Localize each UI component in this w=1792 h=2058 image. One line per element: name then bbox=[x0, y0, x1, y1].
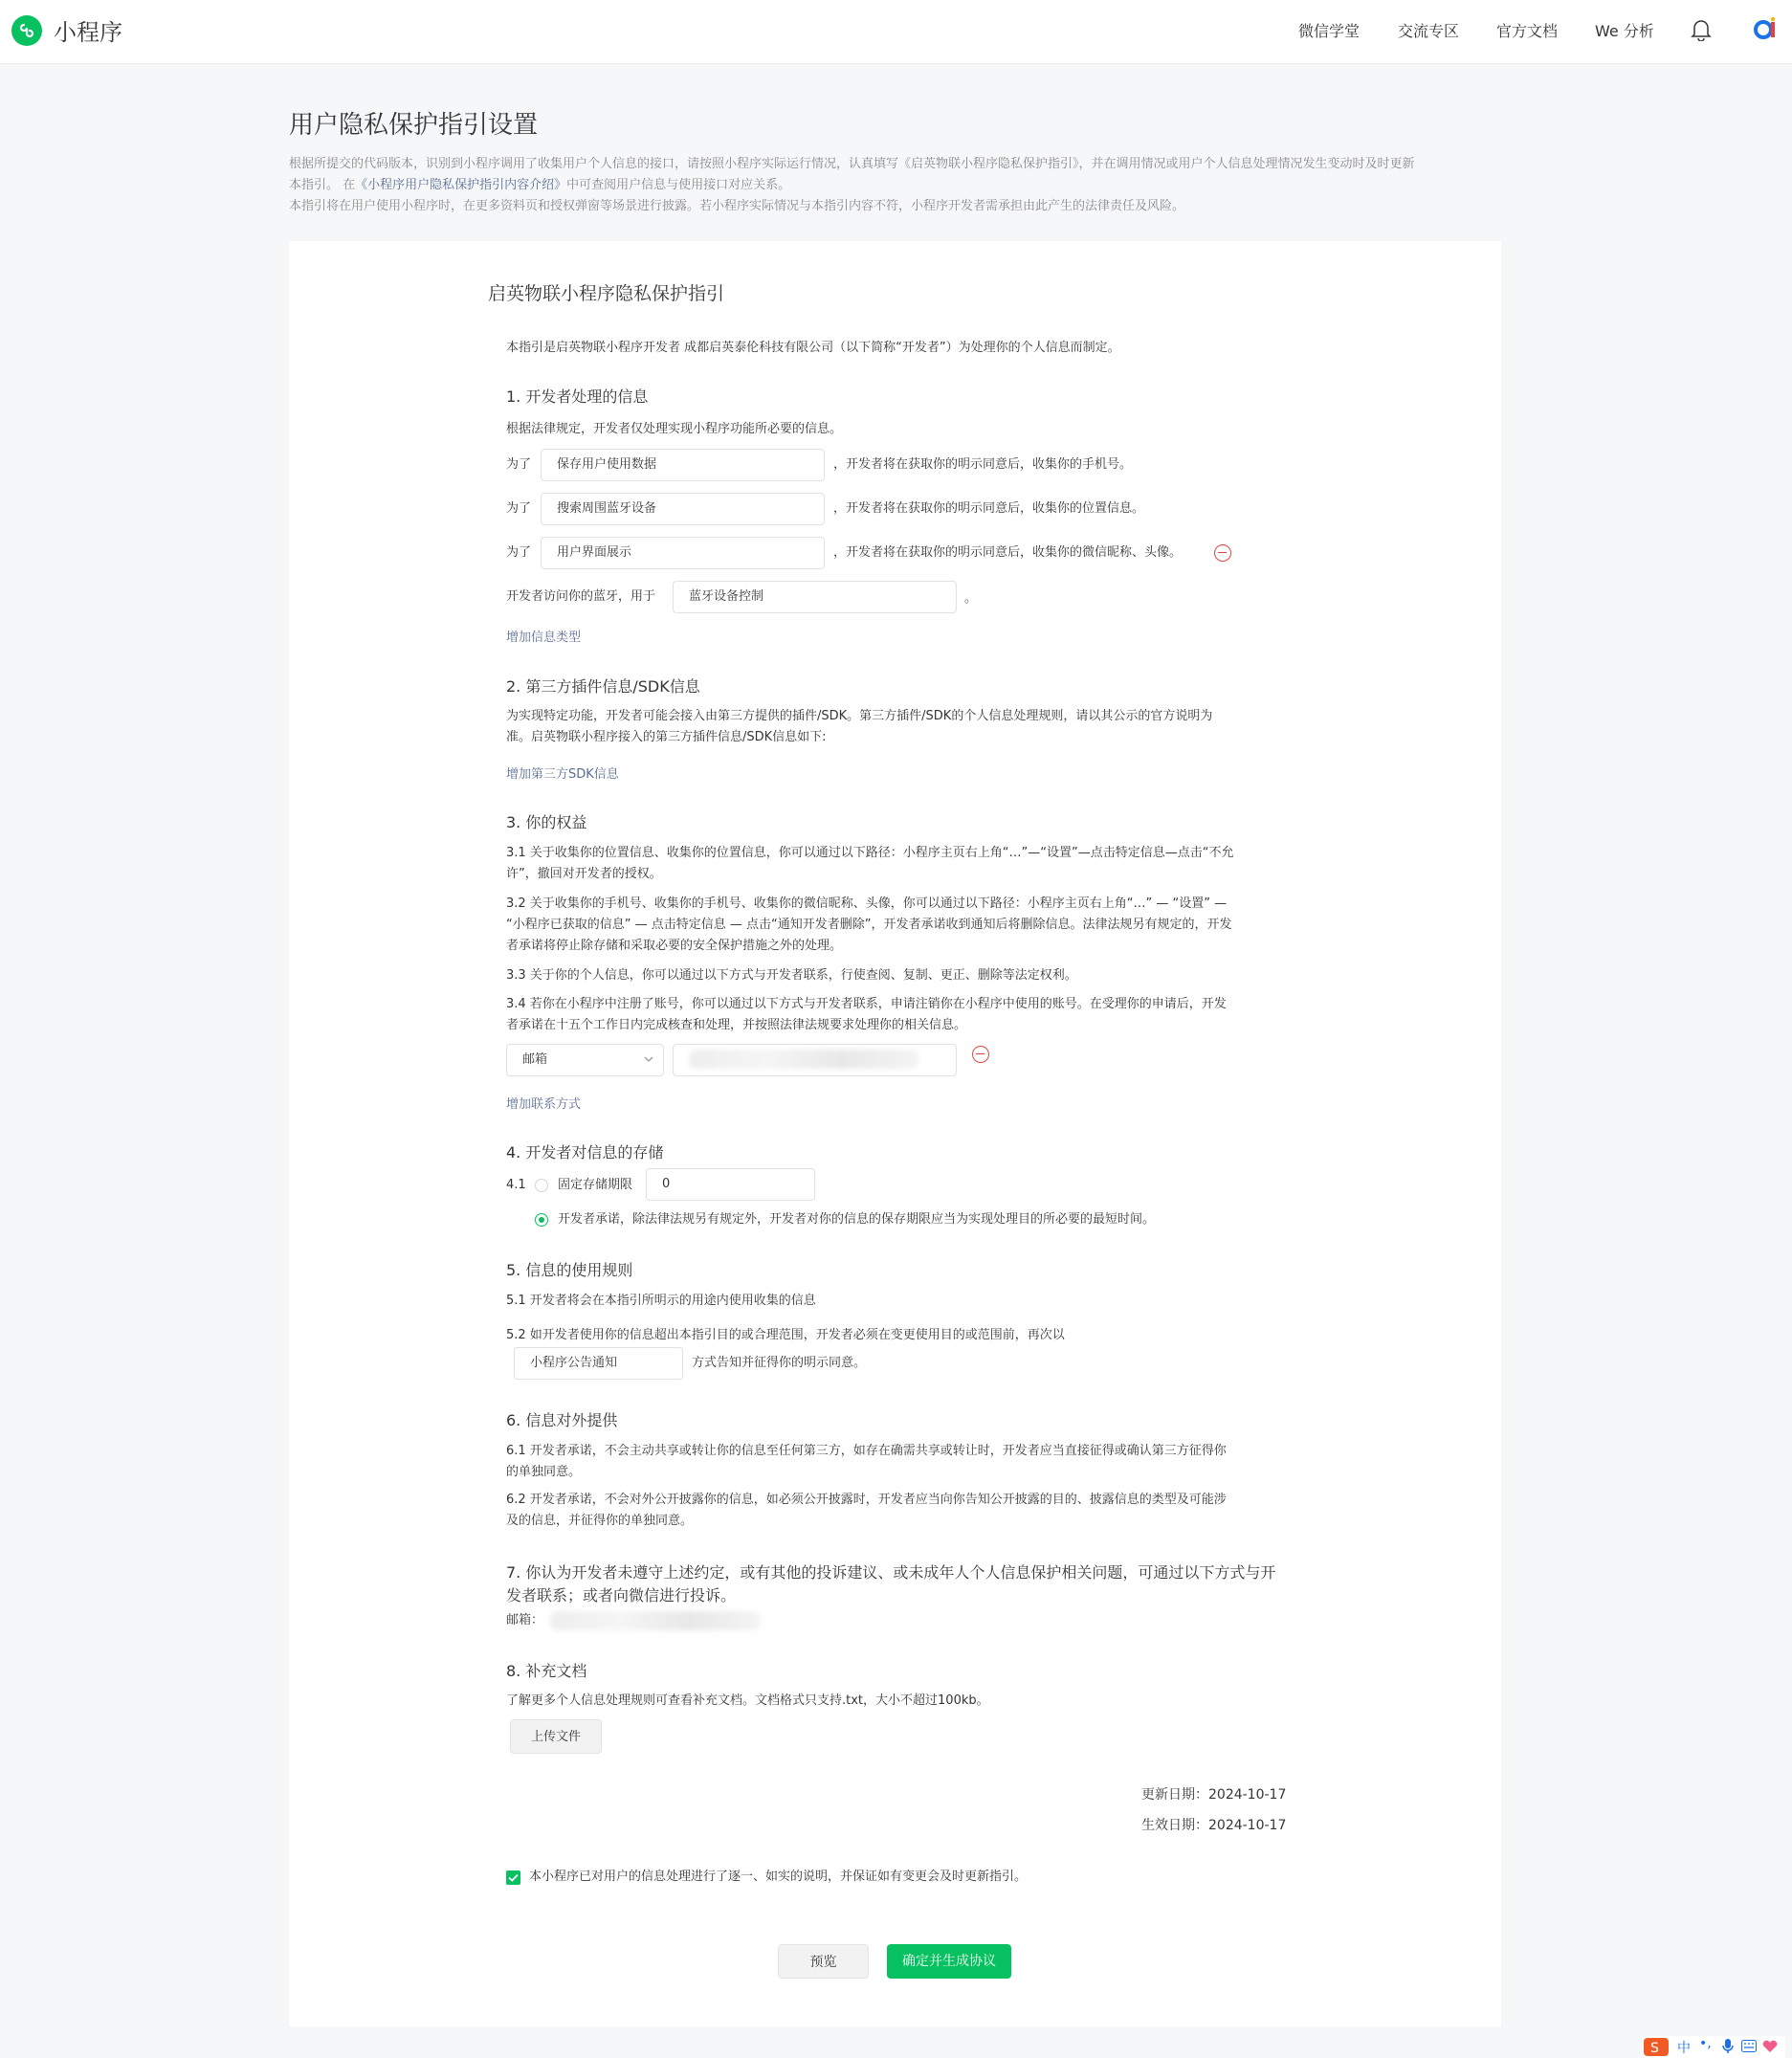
punctuation-icon[interactable]: •, bbox=[1699, 2036, 1712, 2051]
notify-method-input[interactable]: 小程序公告通知 bbox=[514, 1347, 683, 1380]
add-contact-link[interactable]: 增加联系方式 bbox=[506, 1097, 582, 1112]
section-7-heading-line-2: 发者联系；或者向微信进行投诉。 bbox=[506, 1586, 737, 1604]
svg-text:S: S bbox=[1650, 2041, 1659, 2056]
purpose-input[interactable]: 保存用户使用数据 bbox=[541, 449, 825, 481]
sharing-6-2-line-1: 6.2 开发者承诺，不会对外公开披露你的信息，如必须公开披露时，开发者应当向你告知公开披露的目的、披露信息的类型及可能涉 bbox=[506, 1493, 1227, 1507]
section-6-heading: 6. 信息对外提供 bbox=[506, 1411, 618, 1429]
section-1-desc: 根据法律规定，开发者仅处理实现小程序功能所必要的信息。 bbox=[506, 422, 843, 436]
usage-5-2: 5.2 如开发者使用你的信息超出本指引目的或合理范围，开发者必须在变更使用目的或范围前，再次以 bbox=[506, 1328, 1065, 1342]
intro-line-2-end: 中可查阅用户信息与使用接口对应关系。 bbox=[566, 178, 791, 192]
check-icon bbox=[506, 1870, 520, 1885]
sharing-6-2-line-2: 及的信息，并征得你的单独同意。 bbox=[506, 1514, 694, 1528]
section-1-heading: 1. 开发者处理的信息 bbox=[506, 387, 649, 406]
sharing-6-1-line-1: 6.1 开发者承诺，不会主动共享或转让你的信息至任何第三方，如存在确需共享或转让时，开发者应当直接征得或确认第三方征得你 bbox=[506, 1444, 1227, 1458]
page-intro bbox=[289, 154, 1504, 217]
section-2-desc-1: 为实现特定功能，开发者可能会接入由第三方提供的插件/SDK。第三方插件/SDK的个人信息处理规则，请以其公示的官方说明为 bbox=[506, 709, 1213, 723]
row-suffix: ，开发者将在获取你的明示同意后，收集你的手机号。 bbox=[833, 457, 1133, 472]
nav-community[interactable]: 交流专区 bbox=[1398, 22, 1460, 40]
bell-icon[interactable] bbox=[1691, 18, 1712, 41]
row-suffix: ，开发者将在获取你的明示同意后，收集你的微信昵称、头像。 bbox=[833, 545, 1183, 560]
section-5-heading: 5. 信息的使用规则 bbox=[506, 1261, 633, 1279]
fixed-period-radio[interactable] bbox=[535, 1179, 548, 1192]
shortest-period-radio[interactable] bbox=[535, 1213, 548, 1227]
nav-docs[interactable]: 官方文档 bbox=[1496, 22, 1559, 40]
purpose-input[interactable]: 用户界面展示 bbox=[541, 537, 825, 569]
miniprogram-logo-icon[interactable] bbox=[11, 15, 42, 46]
remove-row-icon[interactable] bbox=[1214, 544, 1231, 562]
keyboard-icon[interactable] bbox=[1741, 2040, 1757, 2052]
contact-type-value: 邮箱 bbox=[522, 1052, 548, 1067]
rights-3-4-line-1: 3.4 若你在小程序中注册了账号，你可以通过以下方式与开发者联系，申请注销你在小程序中使用的账号。在受理你的申请后，开发 bbox=[506, 997, 1227, 1011]
sogou-ime-icon[interactable] bbox=[1644, 2038, 1669, 2056]
section-2-heading: 2. 第三方插件信息/SDK信息 bbox=[506, 677, 700, 696]
page-title: 用户隐私保护指引设置 bbox=[289, 111, 539, 140]
rights-3-2-line-1: 3.2 关于收集你的手机号、收集你的手机号、收集你的微信昵称、头像，你可以通过以下路径：小程序主页右上角“…” — “设置” — bbox=[506, 896, 1228, 911]
section-2-desc-2: 准。启英物联小程序接入的第三方插件信息/SDK信息如下: bbox=[506, 730, 827, 744]
complaint-email-label: 邮箱： bbox=[506, 1613, 544, 1627]
upload-file-button[interactable]: 上传文件 bbox=[510, 1719, 602, 1754]
redacted-email bbox=[550, 1611, 761, 1630]
doc-title: 启英物联小程序隐私保护指引 bbox=[487, 283, 724, 304]
redacted-contact bbox=[689, 1050, 918, 1069]
nav-we-analysis[interactable]: We 分析 bbox=[1595, 22, 1654, 40]
row-prefix: 为了 bbox=[506, 457, 532, 472]
microphone-icon[interactable] bbox=[1722, 2039, 1734, 2054]
supplement-desc: 了解更多个人信息处理规则可查看补充文档。文档格式只支持.txt，大小不超过100kb。 bbox=[506, 1693, 989, 1708]
rights-3-1-line-1: 3.1 关于收集你的位置信息、收集你的位置信息，你可以通过以下路径：小程序主页右上角“…”—“设置”—点击特定信息—点击“不允 bbox=[506, 846, 1234, 860]
preview-button[interactable]: 预览 bbox=[778, 1944, 869, 1979]
agree-checkbox[interactable] bbox=[506, 1870, 520, 1885]
agree-label: 本小程序已对用户的信息处理进行了逐一、如实的说明，并保证如有变更会及时更新指引。 bbox=[529, 1870, 1028, 1884]
ime-toolbar[interactable] bbox=[1642, 2036, 1785, 2058]
rights-3-3: 3.3 关于你的个人信息，你可以通过以下方式与开发者联系，行使查阅、复制、更正、删除等法定权利。 bbox=[506, 968, 1077, 983]
usage-5-1: 5.1 开发者将会在本指引所明示的用途内使用收集的信息 bbox=[506, 1294, 816, 1308]
intro-line-3: 本指引将在用户使用小程序时，在更多资料页和授权弹窗等场景进行披露。若小程序实际情况与本指引内容不符，小程序开发者需承担由此产生的法律责任及风险。 bbox=[289, 199, 1185, 213]
top-bar bbox=[0, 0, 1792, 64]
remove-contact-icon[interactable] bbox=[972, 1046, 989, 1063]
row-prefix: 为了 bbox=[506, 501, 532, 516]
storage-period-input[interactable]: 0 bbox=[646, 1168, 815, 1201]
update-date: 更新日期：2024-10-17 bbox=[1141, 1787, 1287, 1803]
section-8-heading: 8. 补充文档 bbox=[506, 1662, 587, 1680]
section-3-heading: 3. 你的权益 bbox=[506, 813, 587, 831]
sharing-6-1-line-2: 的单独同意。 bbox=[506, 1465, 582, 1479]
confirm-generate-button[interactable]: 确定并生成协议 bbox=[887, 1944, 1011, 1979]
add-info-type-link[interactable]: 增加信息类型 bbox=[506, 631, 582, 645]
rights-3-2-line-3: 者承诺将停止除存储和采取必要的安全保护措施之外的处理。 bbox=[506, 939, 843, 953]
section-4-heading: 4. 开发者对信息的存储 bbox=[506, 1143, 664, 1162]
shortest-period-label: 开发者承诺，除法律法规另有规定外，开发者对你的信息的保存期限应当为实现处理目的所必要的最短时间。 bbox=[558, 1212, 1156, 1227]
purpose-input[interactable]: 搜索周围蓝牙设备 bbox=[541, 493, 825, 525]
bluetooth-end: 。 bbox=[964, 591, 978, 606]
bluetooth-label: 开发者访问你的蓝牙，用于 bbox=[506, 589, 656, 604]
nav-wechat-academy[interactable]: 微信学堂 bbox=[1298, 22, 1361, 40]
ime-language[interactable]: 中 bbox=[1677, 2041, 1691, 2056]
effective-date: 生效日期：2024-10-17 bbox=[1141, 1818, 1287, 1833]
intro-line-2: 本指引。 在 bbox=[289, 178, 356, 192]
intro-line-1: 根据所提交的代码版本，识别到小程序调用了收集用户个人信息的接口，请按照小程序实际运行情况，认真填写《启英物联小程序隐私保护指引》，并在调用情况或用户个人信息处理情况发生变动时及时更新 bbox=[289, 157, 1415, 171]
bluetooth-purpose-input[interactable]: 蓝牙设备控制 bbox=[673, 581, 957, 613]
doc-preface: 本指引是启英物联小程序开发者 成都启英泰伦科技有限公司（以下简称“开发者”）为处理你的个人信息而制定。 bbox=[506, 341, 1120, 355]
row-suffix: ，开发者将在获取你的明示同意后，收集你的位置信息。 bbox=[833, 501, 1145, 516]
add-sdk-link[interactable]: 增加第三方SDK信息 bbox=[506, 767, 619, 782]
privacy-guide-intro-link[interactable]: 《小程序用户隐私保护指引内容介绍》 bbox=[355, 178, 567, 192]
row-prefix: 为了 bbox=[506, 545, 532, 560]
usage-5-2-end: 方式告知并征得你的明示同意。 bbox=[692, 1356, 867, 1370]
contact-type-select[interactable] bbox=[506, 1044, 664, 1076]
chevron-down-icon bbox=[644, 1056, 653, 1063]
avatar[interactable] bbox=[1753, 15, 1780, 42]
brand-title[interactable]: 小程序 bbox=[54, 19, 122, 46]
rights-3-4-line-2: 者承诺在十五个工作日内完成核查和处理，并按照法律法规要求处理你的相关信息。 bbox=[506, 1018, 967, 1032]
rights-3-1-line-2: 许”，撤回对开发者的授权。 bbox=[506, 867, 662, 881]
skin-icon[interactable] bbox=[1762, 2040, 1778, 2053]
storage-4-1-number: 4.1 bbox=[506, 1178, 526, 1192]
section-7-heading-line-1: 7. 你认为开发者未遵守上述约定，或有其他的投诉建议、或未成年人个人信息保护相关问题，可通过以下方式与开 bbox=[506, 1563, 1276, 1582]
rights-3-2-line-2: “小程序已获取的信息” — 点击特定信息 — 点击“通知开发者删除”，开发者承诺收到通知后将删除信息。法律法规另有规定的，开发 bbox=[506, 918, 1232, 932]
fixed-period-label: 固定存储期限 bbox=[558, 1178, 633, 1192]
